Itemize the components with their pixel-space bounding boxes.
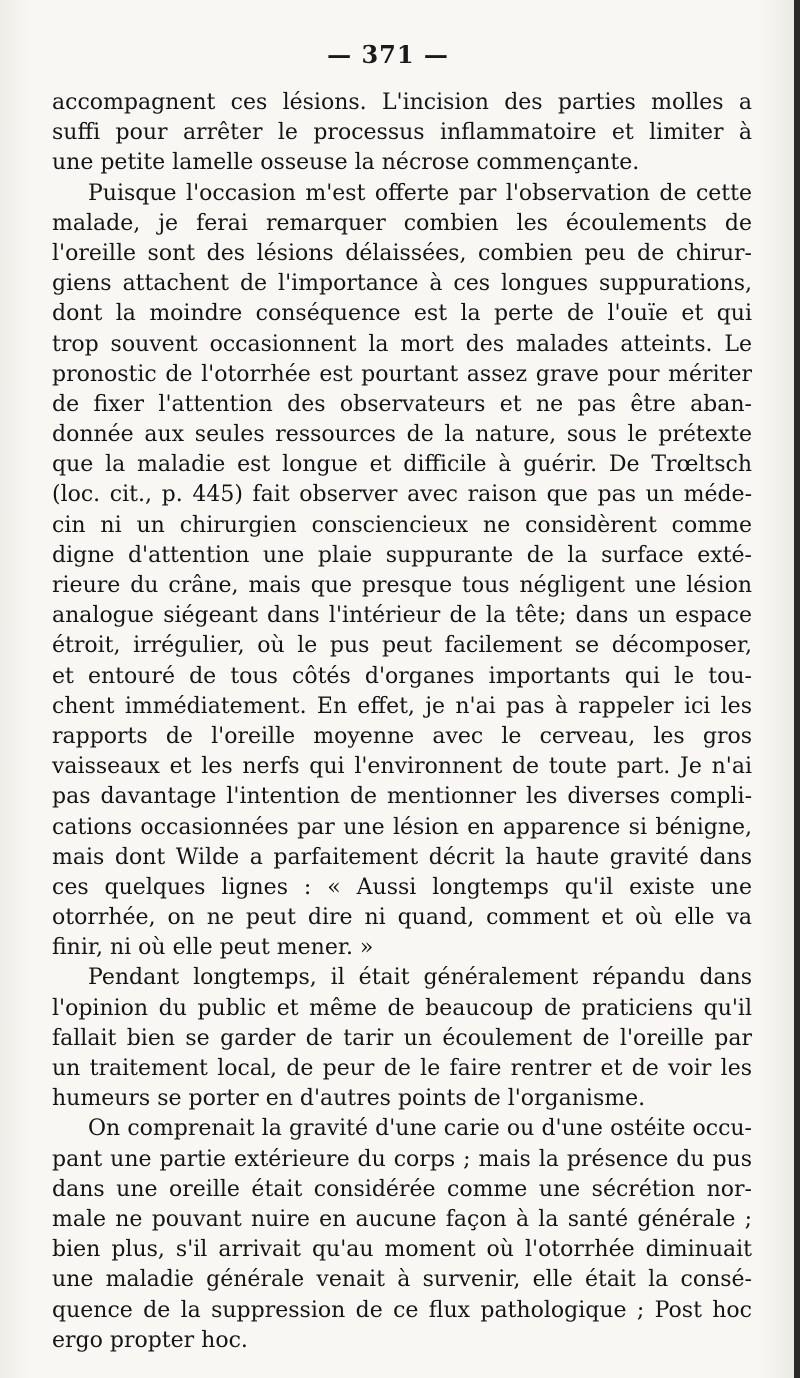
text-line: pant une partie extérieure du corps ; mais la présence du pus [52,1146,752,1172]
text-line: donnée aux seules ressources de la nature, sous le prétexte [52,422,752,448]
text-line: Puisque l'occasion m'est offerte par l'observation de cette [88,180,752,206]
text-line: humeurs se porter en d'autres points de l'organisme. [52,1086,646,1112]
text-line: vaisseaux et les nerfs qui l'environnent de toute part. Je n'ai [52,754,752,780]
paragraph [52,179,752,964]
text-line: de fixer l'attention des observateurs et ne pas être aban- [52,391,752,417]
text-line: une petite lamelle osseuse la nécrose commençante. [52,150,640,176]
body-text [52,88,752,1356]
text-line: étroit, irrégulier, où le pus peut facilement se décomposer, [52,633,752,659]
text-line: et entouré de tous côtés d'organes importants qui le tou- [52,663,752,689]
page-edge [794,0,800,1378]
text-line: Pendant longtemps, il était généralement répandu dans [88,965,752,991]
text-line: finir, ni où elle peut mener. » [52,935,374,961]
text-line: rieure du crâne, mais que presque tous négligent une lésion [52,573,752,598]
text-line: pronostic de l'otorrhée est pourtant assez grave pour mériter [52,361,752,387]
text-line: bien plus, s'il arrivait qu'au moment où l'otorrhée diminuait [52,1237,752,1263]
text-line: suffi pour arrêter le processus inflammatoire et limiter à [52,120,752,146]
text-line: ces quelques lignes : « Aussi longtemps qu'il existe une [52,874,752,900]
text-line: un traitement local, de peur de le faire rentrer et de voir les [52,1056,752,1081]
text-line: giens attachent de l'importance à ces longues suppurations, [52,271,752,297]
paragraph [52,963,752,1114]
text-line: male ne pouvant nuire en aucune façon à la santé générale ; [52,1206,752,1232]
page-number: — 371 — [327,40,449,69]
text-line: l'opinion du public et même de beaucoup de praticiens qu'il [52,995,752,1021]
text-line: quence de la suppression de ce flux pathologique ; Post hoc [52,1297,752,1323]
text-line: otorrhée, on ne peut dire ni quand, comment et où elle va [52,905,752,931]
paragraph [52,1114,752,1356]
text-line: l'oreille sont des lésions délaissées, combien peu de chirur- [52,240,752,266]
text-line: cations occasionnées par une lésion en apparence si bénigne, [52,814,752,840]
text-line: accompagnent ces lésions. L'incision des parties molles a [52,90,752,115]
text-line: que la maladie est longue et difficile à guérir. De Trœltsch [52,452,752,478]
text-line: mais dont Wilde a parfaitement décrit la haute gravité dans [52,844,752,870]
text-line: digne d'attention une plaie suppurante de la surface exté- [52,542,752,568]
text-line: (loc. cit., p. 445) fait observer avec raison que pas un méde- [52,482,752,508]
text-line: chent immédiatement. En effet, je n'ai pas à rappeler ici les [52,693,752,719]
text-line: dont la moindre conséquence est la perte de l'ouïe et qui [52,301,752,327]
text-line: une maladie générale venait à survenir, elle était la consé- [52,1267,752,1293]
text-line: trop souvent occasionnent la mort des malades atteints. Le [52,331,752,357]
paragraph [52,88,752,179]
text-line: malade, je ferai remarquer combien les écoulements de [52,210,752,236]
text-line: ergo propter hoc. [52,1327,248,1353]
text-line: cin ni un chirurgien consciencieux ne considèrent comme [52,512,752,538]
text-line: pas davantage l'intention de mentionner les diverses compli- [52,784,752,810]
text-line: On comprenait la gravité d'une carie ou d'une ostéite occu- [88,1116,752,1142]
text-line: fallait bien se garder de tarir un écoulement de l'oreille par [52,1025,752,1051]
text-line: dans une oreille était considérée comme une sécrétion nor- [52,1176,752,1202]
text-line: rapports de l'oreille moyenne avec le cerveau, les gros [52,723,752,749]
text-line: analogue siégeant dans l'intérieur de la tête; dans un espace [52,603,752,629]
